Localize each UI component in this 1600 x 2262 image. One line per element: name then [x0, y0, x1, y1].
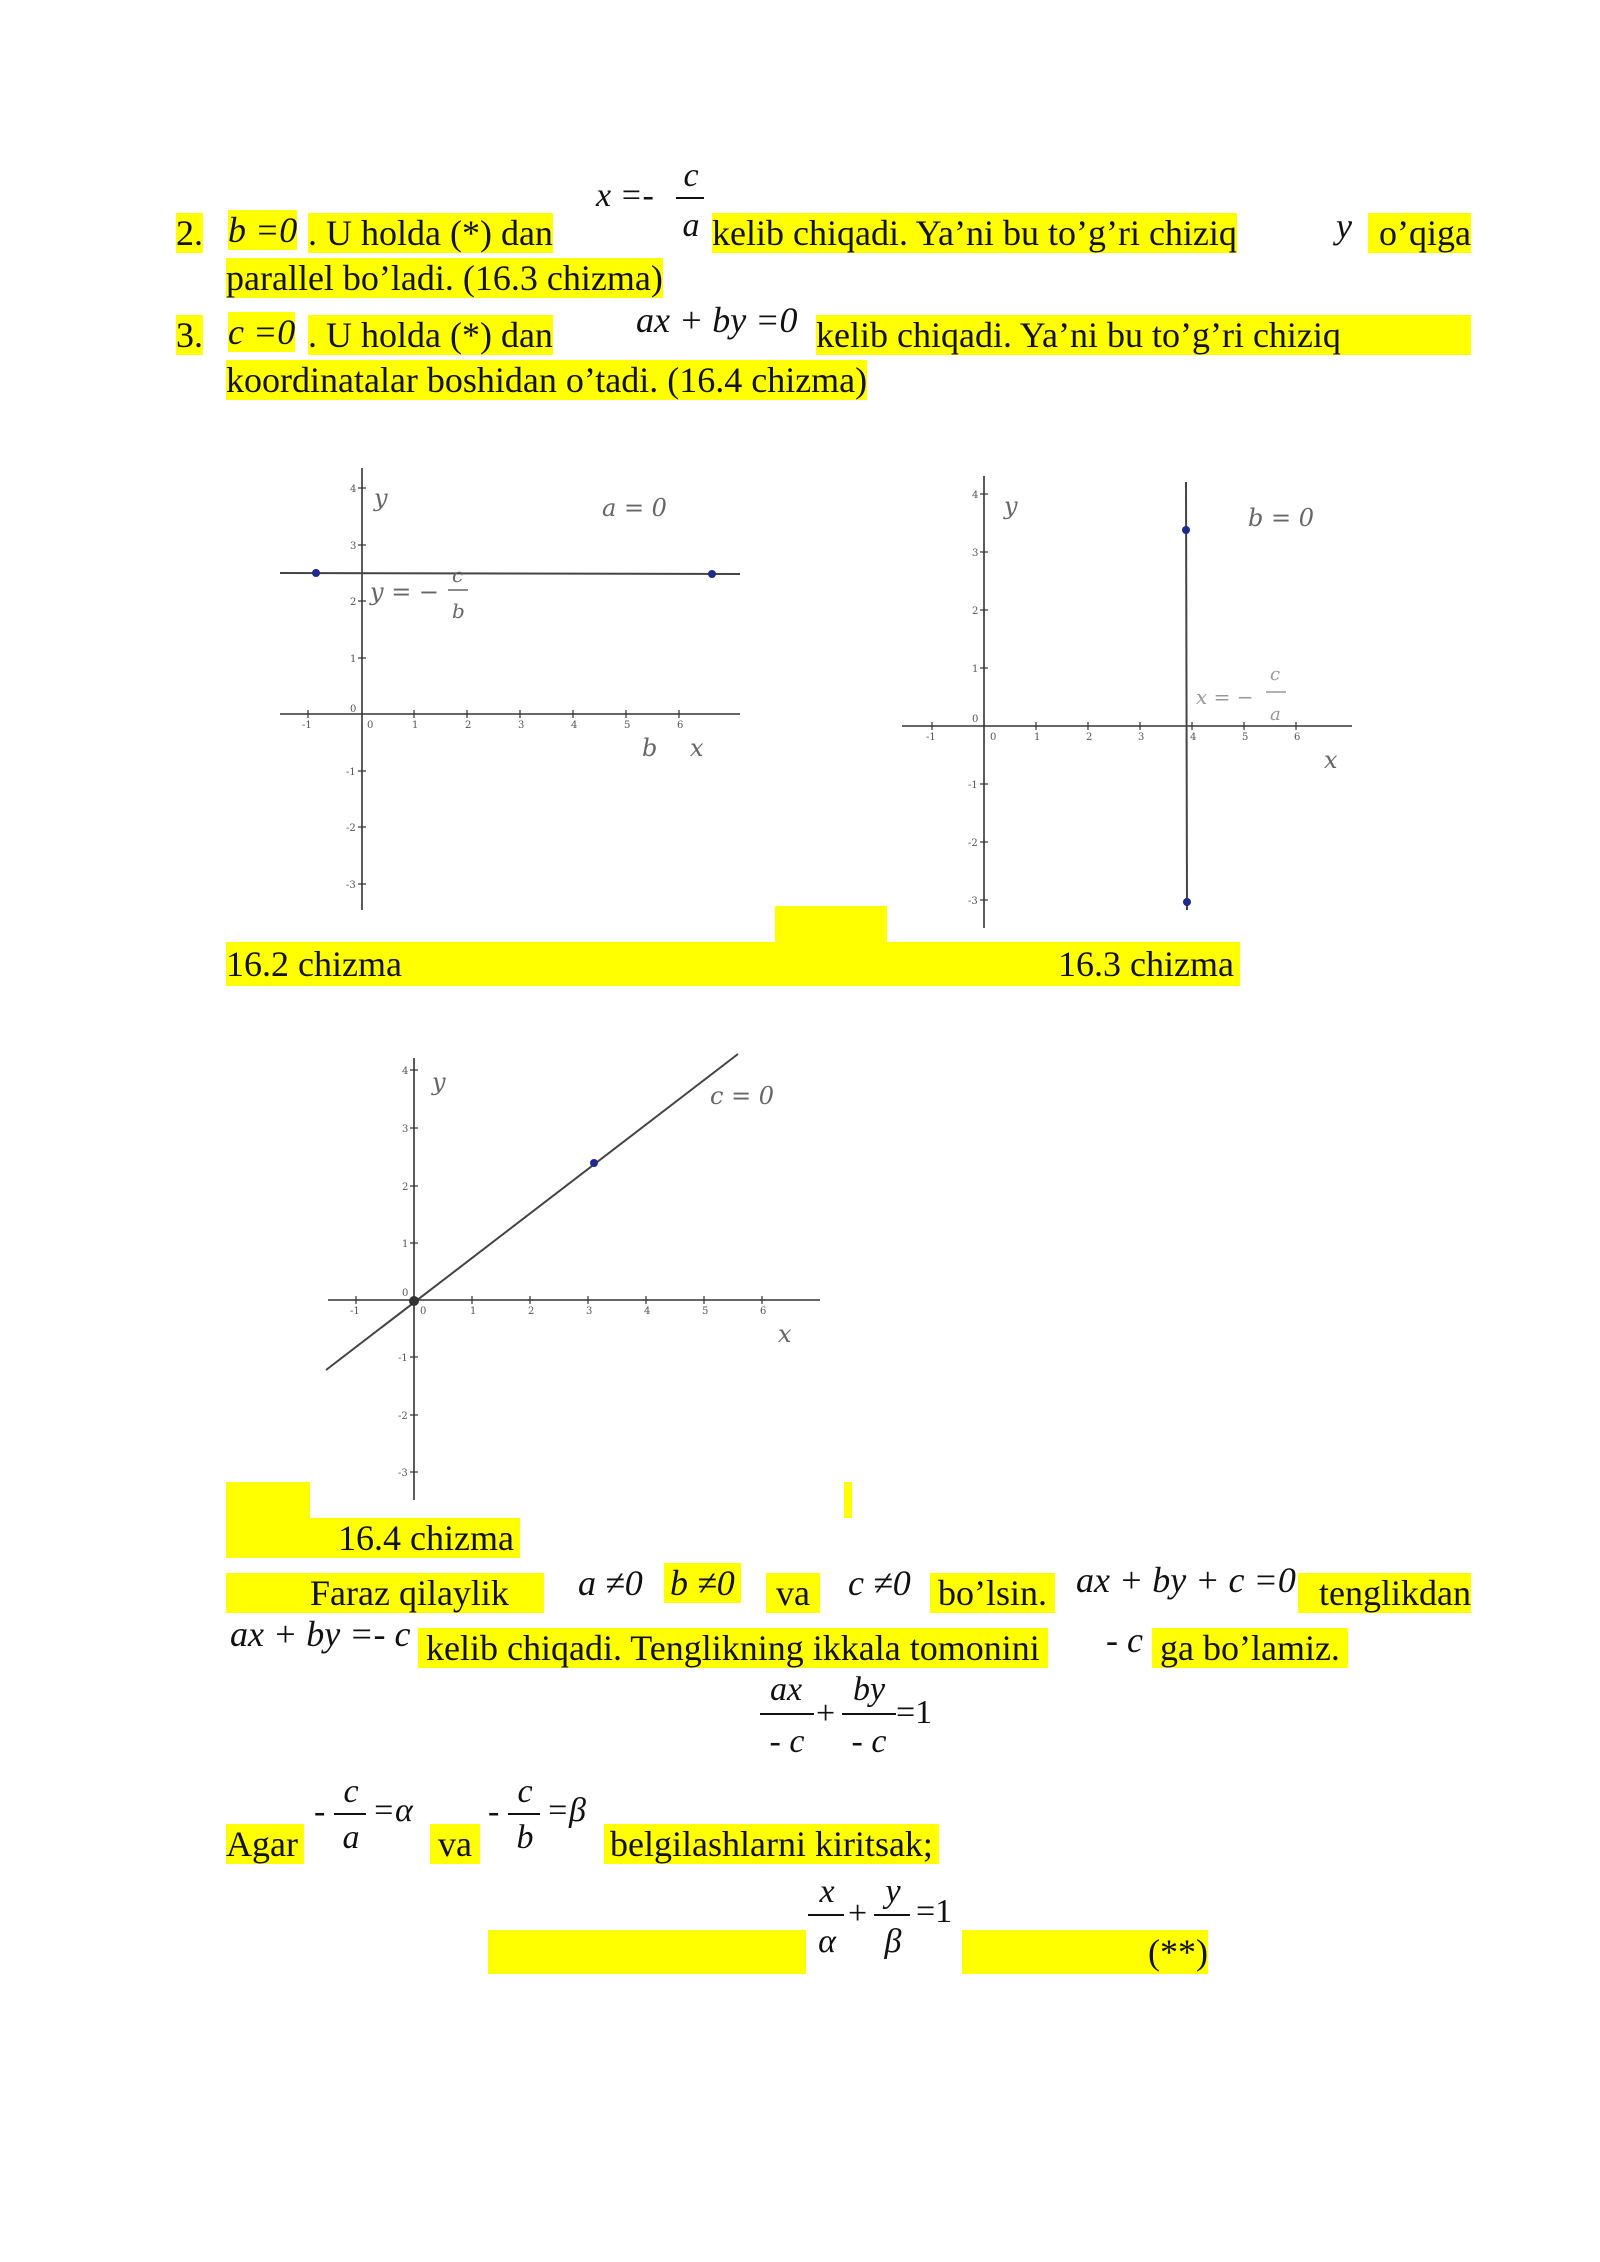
item2-line2: parallel bo’ladi. (16.3 chizma): [226, 258, 663, 298]
y-tick: 0: [402, 1288, 409, 1299]
item3-line2: koordinatalar boshidan o’tadi. (16.4 chizma): [226, 360, 868, 400]
item3-u-holda: . U holda (*) dan: [308, 315, 553, 355]
y-tick: 2: [402, 1182, 409, 1193]
y-tick: 2: [350, 597, 357, 608]
eq-div-bar1: [760, 1713, 814, 1715]
agar-f2-rhs: =β: [546, 1792, 586, 1829]
x-tick: 6: [760, 1306, 767, 1317]
faraz-equation: ax + by + c =0: [1076, 1560, 1296, 1600]
y-axis-label: y: [374, 484, 388, 512]
x-tick: 0: [420, 1306, 427, 1317]
graph-c-zero: [320, 1050, 830, 1510]
agar-f1-rhs: =α: [372, 1792, 413, 1829]
item3-number: 3.: [176, 315, 203, 355]
x-tick: 6: [677, 720, 684, 731]
vertical-line: [1186, 482, 1187, 910]
caption-16-3: 16.3 chizma: [1058, 944, 1234, 984]
faraz-tenglikdan: tenglikdan: [1298, 1573, 1471, 1613]
y-axis-label: y: [1004, 492, 1018, 520]
x-tick: 3: [518, 720, 525, 731]
y-tick: -3: [968, 896, 978, 907]
y-tick: 4: [402, 1066, 409, 1077]
item3-equation: ax + by =0: [636, 300, 798, 340]
eq-final-num1: x: [819, 1873, 835, 1910]
x-tick: 0: [367, 720, 374, 731]
y-tick: -1: [346, 767, 356, 778]
equation-lhs: x = −: [1196, 685, 1254, 709]
item2-frac-bar: [676, 197, 704, 199]
condition-label: a = 0: [602, 494, 667, 522]
horizontal-line: [280, 573, 740, 574]
condition-label: b = 0: [1248, 504, 1314, 532]
agar-text: belgilashlarni kiritsak;: [604, 1824, 939, 1864]
y-tick: 3: [972, 548, 979, 559]
condition-label: c = 0: [710, 1082, 775, 1110]
eq-final-bar2: [874, 1914, 910, 1916]
y-tick: -2: [398, 1411, 408, 1422]
agar-f1-num: c: [343, 1773, 359, 1810]
eq-final-plus: +: [848, 1895, 868, 1932]
x-tick: 1: [470, 1306, 477, 1317]
y-tick: -2: [346, 823, 356, 834]
line-point: [1183, 898, 1191, 906]
x-tick: 0: [990, 732, 997, 743]
graph-b-zero: [900, 470, 1360, 930]
eq-final-label: (**): [1148, 1932, 1208, 1972]
equation-num: c: [452, 563, 464, 587]
y-tick: 1: [972, 664, 979, 675]
item2-u-holda: . U holda (*) dan: [308, 213, 553, 253]
eq-div-den1: - c: [769, 1723, 805, 1760]
x-tick: 1: [1034, 732, 1041, 743]
item2-kelib: kelib chiqadi. Ya’ni bu to’g’ri chiziq: [712, 213, 1237, 253]
y-tick: -3: [346, 880, 356, 891]
y-tick: 4: [350, 484, 357, 495]
diagonal-line: [326, 1054, 738, 1370]
faraz-equation2: ax + by =- c: [230, 1614, 411, 1654]
y-tick: 2: [972, 606, 979, 617]
highlight-block: [775, 906, 887, 942]
equation-lhs: y = −: [370, 578, 440, 606]
agar-f1-minus: -: [314, 1793, 326, 1830]
eq-div-rhs: =1: [896, 1694, 933, 1731]
x-tick: 5: [702, 1306, 709, 1317]
item3-condition: c =0: [228, 312, 296, 352]
agar-f2-minus: -: [488, 1793, 500, 1830]
y-tick: 1: [350, 654, 357, 665]
b-label: b: [642, 734, 658, 762]
x-tick: 1: [412, 720, 419, 731]
item2-number: 2.: [176, 213, 203, 253]
y-tick: 1: [402, 1239, 409, 1250]
faraz-a: a ≠0: [578, 1563, 643, 1603]
equation-den: a: [1270, 704, 1281, 725]
y-tick: 3: [402, 1124, 409, 1135]
x-tick: 6: [1294, 732, 1301, 743]
highlight-block: [226, 1482, 310, 1518]
origin-point: [409, 1296, 419, 1306]
item2-frac-den: a: [682, 207, 700, 244]
x-tick: -1: [350, 1306, 360, 1317]
y-axis-label: y: [432, 1068, 446, 1096]
y-tick: -1: [398, 1353, 408, 1364]
agar-va: va: [430, 1824, 480, 1864]
faraz-ga: ga bo’lamiz.: [1152, 1628, 1348, 1668]
eq-final-den2: β: [884, 1923, 902, 1960]
item3-kelib: kelib chiqadi. Ya’ni bu to’g’ri chiziq: [816, 315, 1471, 355]
agar-f2-num: c: [517, 1773, 533, 1810]
eq-div-num1: ax: [769, 1671, 803, 1708]
line-point: [590, 1159, 598, 1167]
caption-16-4: 16.4 chizma: [338, 1518, 514, 1558]
x-tick: -1: [302, 720, 312, 731]
x-tick: -1: [926, 732, 936, 743]
highlight-block: [844, 1482, 852, 1518]
faraz-va: va: [766, 1573, 820, 1613]
item2-axis: y: [1336, 206, 1352, 246]
eq-final-bar1: [808, 1914, 844, 1916]
y-tick: 0: [972, 714, 979, 725]
faraz-line2: kelib chiqadi. Tenglikning ikkala tomonini: [418, 1628, 1048, 1668]
x-tick: 4: [644, 1306, 651, 1317]
eq-div-den2: - c: [851, 1723, 887, 1760]
graph-a-zero: [270, 460, 750, 920]
eq-final-num2: y: [885, 1873, 901, 1910]
equation-num: c: [1270, 664, 1281, 685]
faraz-bolsin: bo’lsin.: [930, 1573, 1055, 1613]
faraz-b: b ≠0: [664, 1563, 741, 1603]
caption-16-2: 16.2 chizma: [226, 944, 402, 984]
faraz-lead: Faraz qilaylik: [226, 1573, 544, 1613]
agar-f2-bar: [508, 1813, 540, 1815]
x-tick: 4: [571, 720, 578, 731]
eq-div-num2: by: [852, 1671, 886, 1708]
y-tick: -2: [968, 838, 978, 849]
eq-div-bar2: [842, 1713, 896, 1715]
faraz-neg-c: - c: [1106, 1620, 1143, 1660]
agar-f1-bar: [334, 1813, 366, 1815]
x-tick: 5: [1242, 732, 1249, 743]
x-tick: 2: [528, 1306, 535, 1317]
x-tick: 3: [1138, 732, 1145, 743]
line-point: [1182, 526, 1190, 534]
highlight-block: [488, 1930, 806, 1974]
item2-frac-lhs: x =-: [596, 177, 654, 214]
eq-final-rhs: =1: [916, 1893, 953, 1930]
item2-frac-num: c: [683, 157, 699, 194]
x-axis-label: x: [690, 734, 704, 762]
y-tick: 3: [350, 541, 357, 552]
y-tick: -3: [398, 1468, 408, 1479]
x-tick: 2: [465, 720, 472, 731]
x-axis-label: x: [778, 1320, 792, 1348]
eq-final-den1: α: [818, 1923, 836, 1960]
faraz-c: c ≠0: [848, 1563, 911, 1603]
x-tick: 2: [1086, 732, 1093, 743]
y-tick: 4: [972, 490, 979, 501]
x-axis-label: x: [1324, 746, 1338, 774]
equation-den: b: [452, 599, 465, 623]
x-tick: 4: [1190, 732, 1197, 743]
line-point: [312, 569, 320, 577]
x-tick: 5: [624, 720, 631, 731]
eq-div-plus: +: [816, 1695, 836, 1732]
item2-condition: b =0: [228, 210, 298, 250]
agar-f2-den: b: [516, 1819, 534, 1856]
x-tick: 3: [586, 1306, 593, 1317]
agar-word: Agar: [226, 1824, 304, 1864]
line-point: [708, 570, 716, 578]
y-tick: -1: [968, 780, 978, 791]
y-tick: 0: [350, 704, 357, 715]
agar-f1-den: a: [342, 1819, 360, 1856]
item2-oqiga: o’qiga: [1368, 213, 1471, 253]
